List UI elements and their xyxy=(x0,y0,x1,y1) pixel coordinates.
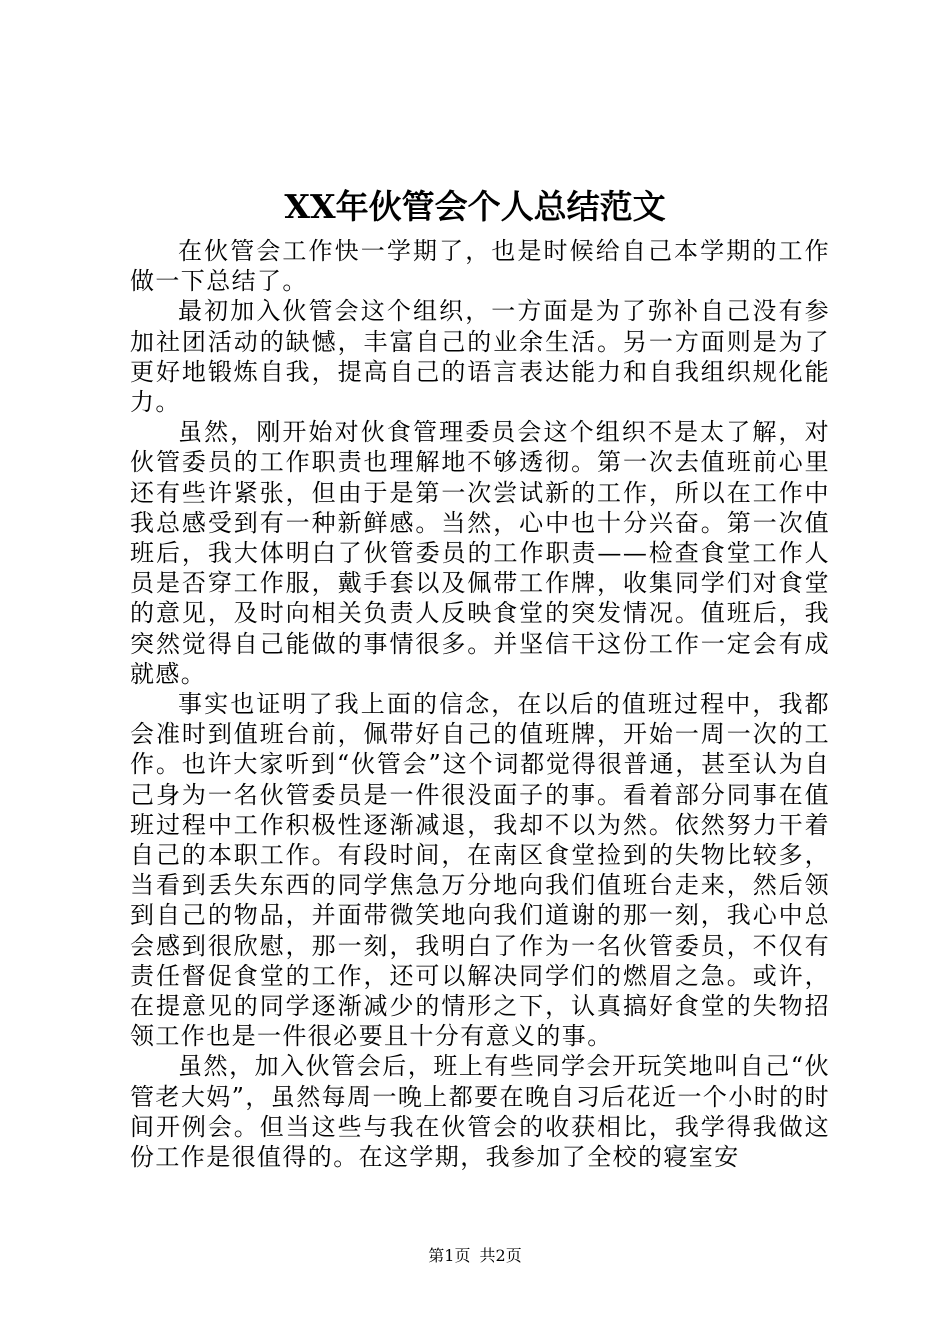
page-footer xyxy=(0,1245,950,1267)
document-body xyxy=(130,236,830,1172)
document-title: XX年伙管会个人总结范文 xyxy=(284,187,666,226)
paragraph-3: 虽然，刚开始对伙食管理委员会这个组织不是太了解，对伙管委员的工作职责也理解地不够透彻。第一次去值班前心里还有些许紧张，但由于是第一次尝试新的工作，所以在工作中我总感受到有一种新鲜感。当然，心中也十分兴奋。第一次值班后，我大体明白了伙管委员的工作职责——检查食堂工作人员是否穿工作服，戴手套以及佩带工作牌，收集同学们对食堂的意见，及时向相关负责人反映食堂的突发情况。值班后，我突然觉得自己能做的事情很多。并坚信干这份工作一定会有成就感。 xyxy=(130,418,830,688)
page-count: 共2页 xyxy=(479,1246,522,1265)
paragraph-1: 在伙管会工作快一学期了，也是时候给自己本学期的工作做一下总结了。 xyxy=(130,237,830,296)
paragraph-4: 事实也证明了我上面的信念，在以后的值班过程中，我都会准时到值班台前，佩带好自己的值班牌，开始一周一次的工作。也许大家听到“伙管会”这个词都觉得很普通，甚至认为自己身为一名伙管委员是一件很没面子的事。看着部分同事在值班过程中工作积极性逐渐减退，我却不以为然。依然努力干着自己的本职工作。有段时间，在南区食堂捡到的失物比较多，当看到丢失东西的同学焦急万分地向我们值班台走来，然后领到自己的物品，并面带微笑地向我们道谢的那一刻，我心中总会感到很欣慰，那一刻，我明白了作为一名伙管委员，不仅有责任督促食堂的工作，还可以解决同学们的燃眉之急。或许，在提意见的同学逐渐减少的情形之下，认真搞好食堂的失物招领工作也是一件很必要且十分有意义的事。 xyxy=(130,690,830,1051)
page-number: 第1页 xyxy=(428,1246,471,1265)
paragraph-5: 虽然，加入伙管会后，班上有些同学会开玩笑地叫自己“伙管老大妈”，虽然每周一晚上都要在晚自习后花近一个小时的时间开例会。但当这些与我在伙管会的收获相比，我学得我做这份工作是很值得的。在这学期，我参加了全校的寝室安 xyxy=(130,1052,830,1172)
paragraph-2: 最初加入伙管会这个组织，一方面是为了弥补自己没有参加社团活动的缺憾，丰富自己的业余生活。另一方面则是为了更好地锻炼自我，提高自己的语言表达能力和自我组织规化能力。 xyxy=(130,297,830,417)
